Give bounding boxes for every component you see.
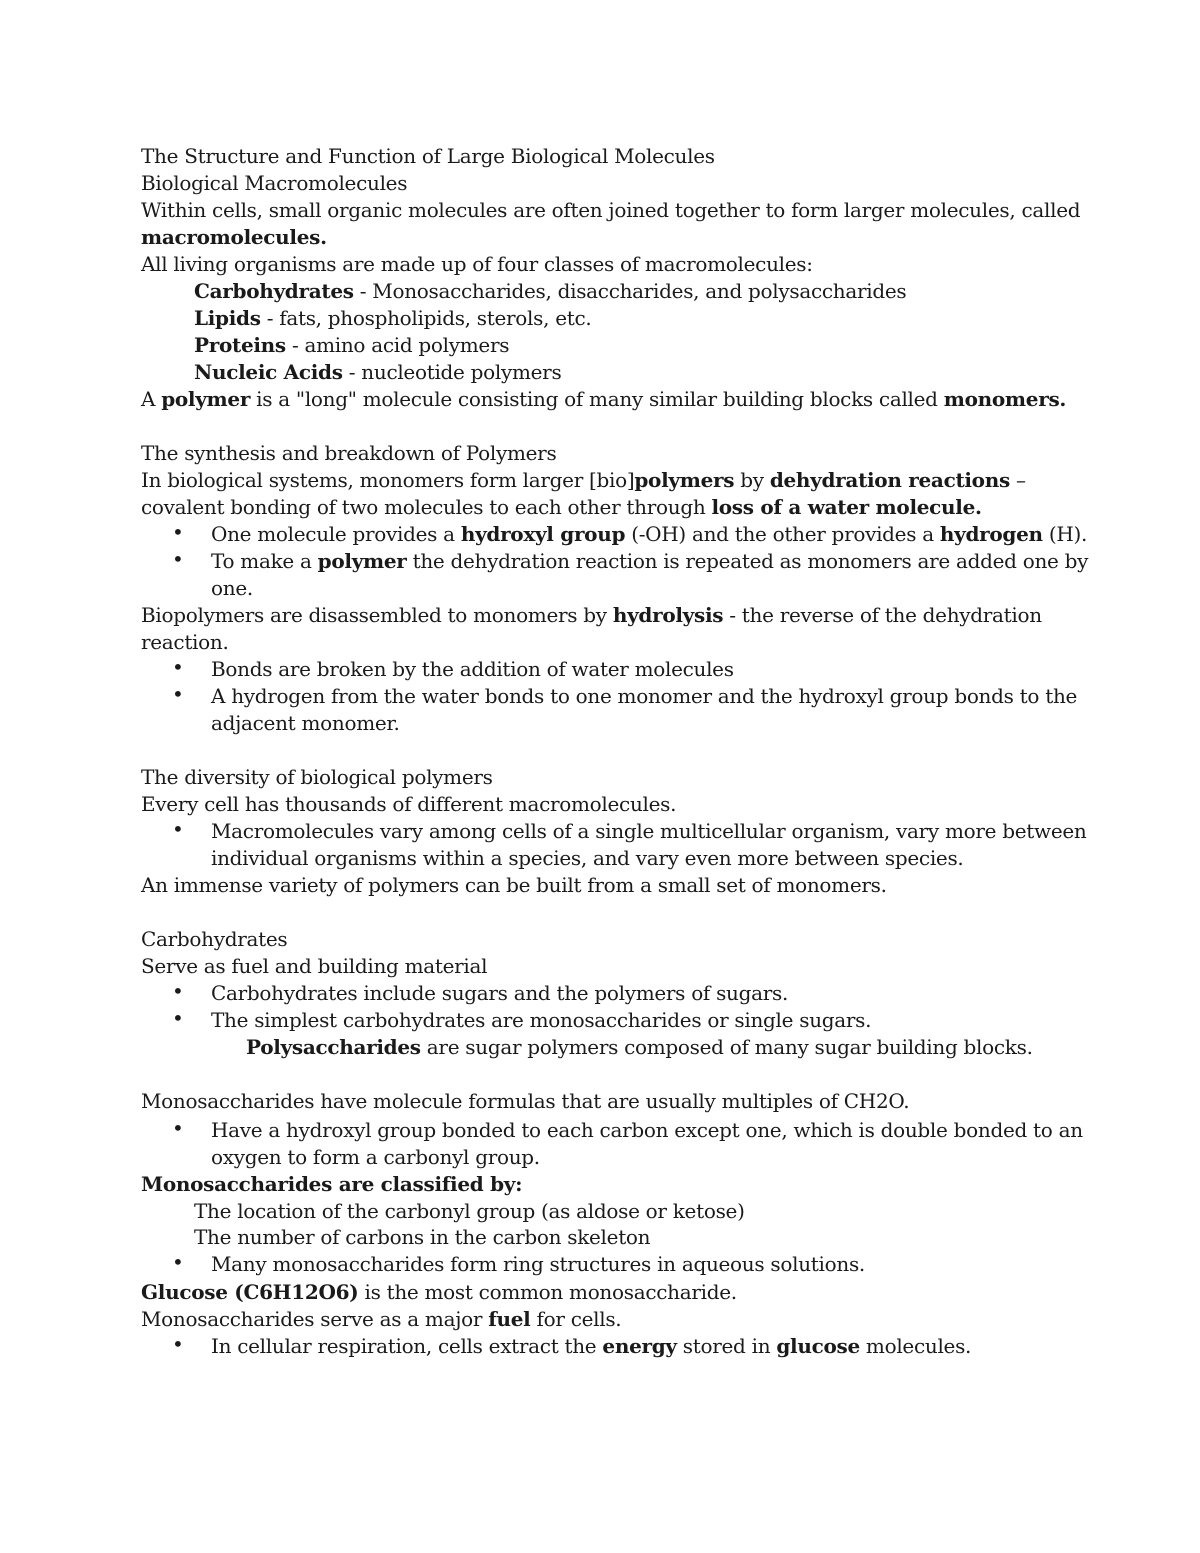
bullet-item: Macromolecules vary among cells of a single multicellular organism, vary more between	[211, 819, 1087, 843]
bullet-item: The simplest carbohydrates are monosaccharides or single sugars.	[211, 1008, 872, 1032]
paragraph-line: Biopolymers are disassembled to monomers by hydrolysis - the reverse of the dehydration	[141, 603, 1042, 627]
class-item: Nucleic Acids - nucleotide polymers	[194, 360, 562, 384]
bullet-icon: •	[172, 655, 184, 679]
paragraph-line: Serve as fuel and building material	[141, 954, 488, 978]
section-heading: Biological Macromolecules	[141, 171, 408, 195]
paragraph-line: An immense variety of polymers can be built from a small set of monomers.	[141, 873, 887, 897]
bullet-icon: •	[172, 817, 184, 841]
bullet-item-continued: one.	[211, 576, 253, 600]
bullet-item-continued: individual organisms within a species, and vary even more between species.	[211, 846, 964, 870]
bullet-item-continued: oxygen to form a carbonyl group.	[211, 1145, 540, 1169]
bullet-item: Many monosaccharides form ring structures in aqueous solutions.	[211, 1252, 865, 1276]
paragraph-line: All living organisms are made up of four classes of macromolecules:	[141, 252, 813, 276]
classification-item: The location of the carbonyl group (as aldose or ketose)	[194, 1199, 745, 1223]
section-heading: The diversity of biological polymers	[141, 765, 493, 789]
bullet-item: Have a hydroxyl group bonded to each carbon except one, which is double bonded to an	[211, 1118, 1083, 1142]
bullet-icon: •	[172, 1250, 184, 1274]
section-heading: Carbohydrates	[141, 927, 288, 951]
bold-term: Proteins	[194, 333, 286, 357]
bullet-item: A hydrogen from the water bonds to one monomer and the hydroxyl group bonds to the	[211, 684, 1078, 708]
bullet-icon: •	[172, 547, 184, 571]
bullet-icon: •	[172, 1332, 184, 1356]
bullet-item: Bonds are broken by the addition of water molecules	[211, 657, 734, 681]
class-item: Lipids - fats, phospholipids, sterols, etc.	[194, 306, 592, 330]
bullet-icon: •	[172, 682, 184, 706]
bullet-item-continued: adjacent monomer.	[211, 711, 400, 735]
section-heading: The synthesis and breakdown of Polymers	[141, 441, 557, 465]
bold-term: Nucleic Acids	[194, 360, 343, 384]
paragraph-line: A polymer is a "long" molecule consisting of many similar building blocks called monomers.	[141, 387, 1067, 411]
bullet-icon: •	[172, 1116, 184, 1140]
bold-term: Carbohydrates	[194, 279, 354, 303]
class-item: Proteins - amino acid polymers	[194, 333, 510, 357]
bullet-icon: •	[172, 1006, 184, 1030]
document-title: The Structure and Function of Large Biological Molecules	[141, 144, 715, 168]
paragraph-line: Glucose (C6H12O6) is the most common monosaccharide.	[141, 1280, 737, 1304]
paragraph-line: Monosaccharides have molecule formulas that are usually multiples of CH2O.	[141, 1089, 910, 1113]
bold-term: macromolecules.	[141, 225, 327, 249]
sub-item: Polysaccharides are sugar polymers composed of many sugar building blocks.	[246, 1035, 1033, 1059]
paragraph-line	[141, 224, 327, 251]
paragraph-line: Monosaccharides serve as a major fuel for cells.	[141, 1307, 622, 1331]
paragraph-line: Monosaccharides are classified by:	[141, 1172, 523, 1196]
paragraph-line: reaction.	[141, 630, 229, 654]
classification-item: The number of carbons in the carbon skeleton	[194, 1225, 651, 1249]
paragraph-line: Every cell has thousands of different macromolecules.	[141, 792, 677, 816]
class-item: Carbohydrates - Monosaccharides, disaccharides, and polysaccharides	[194, 279, 907, 303]
bullet-item: One molecule provides a hydroxyl group (-OH) and the other provides a hydrogen (H).	[211, 522, 1088, 546]
paragraph-line: Within cells, small organic molecules are often joined together to form larger molecules, called	[141, 198, 1081, 222]
paragraph-line: covalent bonding of two molecules to each other through loss of a water molecule.	[141, 495, 982, 519]
bullet-icon: •	[172, 520, 184, 544]
bold-term: Lipids	[194, 306, 261, 330]
paragraph-line: In biological systems, monomers form larger [bio]polymers by dehydration reactions –	[141, 468, 1026, 492]
bullet-item: In cellular respiration, cells extract the energy stored in glucose molecules.	[211, 1334, 972, 1358]
bullet-item: Carbohydrates include sugars and the polymers of sugars.	[211, 981, 789, 1005]
bullet-item: To make a polymer the dehydration reaction is repeated as monomers are added one by	[211, 549, 1089, 573]
bullet-icon: •	[172, 979, 184, 1003]
